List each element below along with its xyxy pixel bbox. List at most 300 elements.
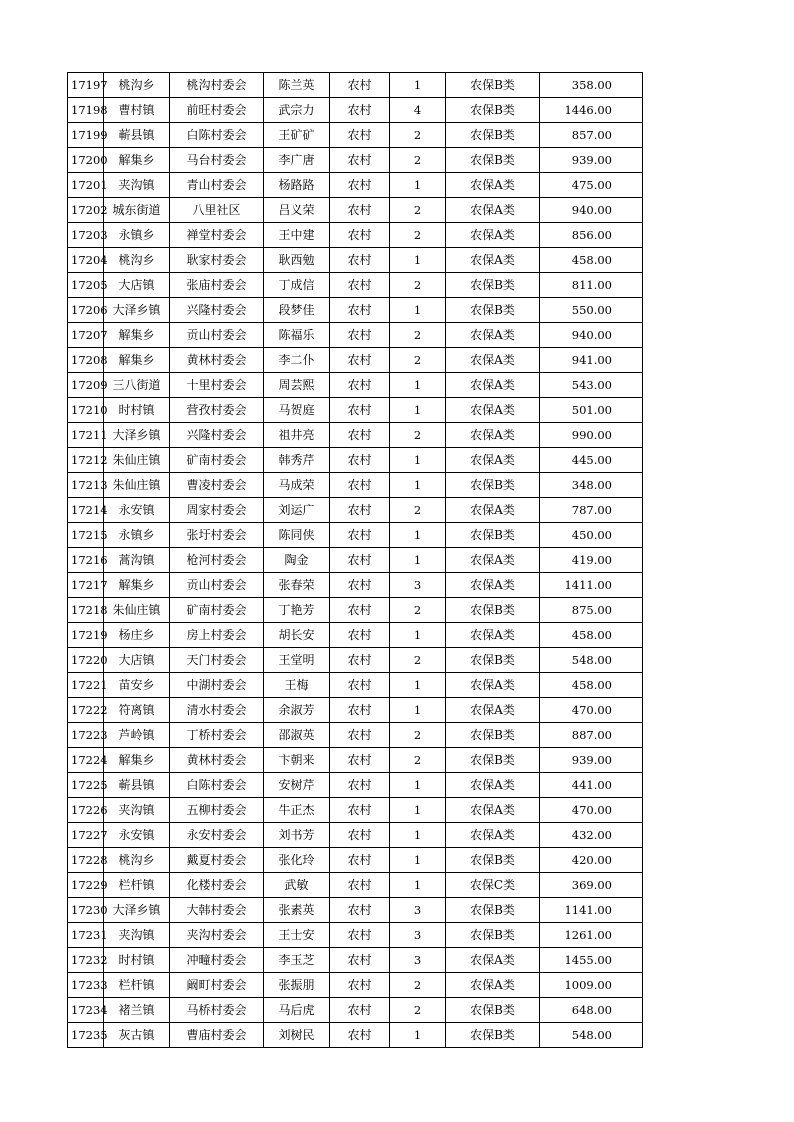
household-type-cell: 农村	[330, 473, 390, 498]
household-type-cell: 农村	[330, 698, 390, 723]
record-id-cell: 17212	[68, 448, 104, 473]
village-cell: 矿南村委会	[170, 598, 264, 623]
table-row	[68, 423, 643, 448]
amount-cell: 458.00	[540, 673, 643, 698]
table-row	[68, 773, 643, 798]
member-count-cell: 1	[390, 673, 446, 698]
village-cell: 白陈村委会	[170, 123, 264, 148]
table-row	[68, 298, 643, 323]
insurance-category-cell: 农保A类	[446, 498, 540, 523]
amount-cell: 939.00	[540, 148, 643, 173]
household-type-cell: 农村	[330, 598, 390, 623]
household-type-cell: 农村	[330, 98, 390, 123]
member-count-cell: 1	[390, 548, 446, 573]
amount-cell: 419.00	[540, 548, 643, 573]
household-type-cell: 农村	[330, 148, 390, 173]
table-row	[68, 598, 643, 623]
insurance-category-cell: 农保A类	[446, 323, 540, 348]
insurance-category-cell: 农保A类	[446, 173, 540, 198]
member-count-cell: 1	[390, 623, 446, 648]
person-name-cell: 李二仆	[264, 348, 330, 373]
town-cell: 永安镇	[104, 498, 170, 523]
person-name-cell: 张春荣	[264, 573, 330, 598]
village-cell: 耿家村委会	[170, 248, 264, 273]
amount-cell: 543.00	[540, 373, 643, 398]
table-row	[68, 873, 643, 898]
record-id-cell: 17205	[68, 273, 104, 298]
record-id-cell: 17213	[68, 473, 104, 498]
amount-cell: 811.00	[540, 273, 643, 298]
member-count-cell: 2	[390, 148, 446, 173]
insurance-category-cell: 农保A类	[446, 423, 540, 448]
member-count-cell: 1	[390, 473, 446, 498]
person-name-cell: 刘树民	[264, 1023, 330, 1048]
household-type-cell: 农村	[330, 673, 390, 698]
person-name-cell: 耿西勉	[264, 248, 330, 273]
household-type-cell: 农村	[330, 948, 390, 973]
person-name-cell: 胡长安	[264, 623, 330, 648]
insurance-category-cell: 农保B类	[446, 748, 540, 773]
household-type-cell: 农村	[330, 123, 390, 148]
record-id-cell: 17222	[68, 698, 104, 723]
record-id-cell: 17199	[68, 123, 104, 148]
household-type-cell: 农村	[330, 173, 390, 198]
village-cell: 永安村委会	[170, 823, 264, 848]
person-name-cell: 陈同侠	[264, 523, 330, 548]
household-type-cell: 农村	[330, 548, 390, 573]
record-id-cell: 17201	[68, 173, 104, 198]
record-id-cell: 17215	[68, 523, 104, 548]
person-name-cell: 卞朝来	[264, 748, 330, 773]
town-cell: 蕲县镇	[104, 773, 170, 798]
town-cell: 解集乡	[104, 323, 170, 348]
amount-cell: 369.00	[540, 873, 643, 898]
household-type-cell: 农村	[330, 898, 390, 923]
table-row	[68, 173, 643, 198]
household-type-cell: 农村	[330, 723, 390, 748]
household-type-cell: 农村	[330, 398, 390, 423]
member-count-cell: 1	[390, 373, 446, 398]
record-id-cell: 17231	[68, 923, 104, 948]
household-type-cell: 农村	[330, 348, 390, 373]
household-type-cell: 农村	[330, 873, 390, 898]
household-type-cell: 农村	[330, 648, 390, 673]
town-cell: 大泽乡镇	[104, 898, 170, 923]
member-count-cell: 1	[390, 173, 446, 198]
household-type-cell: 农村	[330, 773, 390, 798]
record-id-cell: 17234	[68, 998, 104, 1023]
table-row	[68, 448, 643, 473]
village-cell: 贡山村委会	[170, 323, 264, 348]
record-id-cell: 17235	[68, 1023, 104, 1048]
member-count-cell: 1	[390, 523, 446, 548]
household-type-cell: 农村	[330, 748, 390, 773]
insurance-category-cell: 农保A类	[446, 348, 540, 373]
insurance-category-cell: 农保B类	[446, 273, 540, 298]
amount-cell: 450.00	[540, 523, 643, 548]
household-type-cell: 农村	[330, 823, 390, 848]
town-cell: 朱仙庄镇	[104, 448, 170, 473]
member-count-cell: 2	[390, 273, 446, 298]
person-name-cell: 丁艳芳	[264, 598, 330, 623]
table-row	[68, 323, 643, 348]
village-cell: 前旺村委会	[170, 98, 264, 123]
person-name-cell: 张素英	[264, 898, 330, 923]
town-cell: 时村镇	[104, 398, 170, 423]
person-name-cell: 王士安	[264, 923, 330, 948]
insurance-category-cell: 农保A类	[446, 448, 540, 473]
insurance-category-cell: 农保B类	[446, 148, 540, 173]
table-row	[68, 98, 643, 123]
village-cell: 周家村委会	[170, 498, 264, 523]
table-row	[68, 548, 643, 573]
town-cell: 解集乡	[104, 148, 170, 173]
amount-cell: 432.00	[540, 823, 643, 848]
record-id-cell: 17227	[68, 823, 104, 848]
amount-cell: 1261.00	[540, 923, 643, 948]
person-name-cell: 马贺庭	[264, 398, 330, 423]
town-cell: 夹沟镇	[104, 923, 170, 948]
record-id-cell: 17225	[68, 773, 104, 798]
town-cell: 大店镇	[104, 648, 170, 673]
household-type-cell: 农村	[330, 298, 390, 323]
table-row	[68, 223, 643, 248]
member-count-cell: 1	[390, 1023, 446, 1048]
village-cell: 化楼村委会	[170, 873, 264, 898]
town-cell: 三八街道	[104, 373, 170, 398]
insurance-category-cell: 农保B类	[446, 723, 540, 748]
town-cell: 桃沟乡	[104, 73, 170, 98]
record-id-cell: 17206	[68, 298, 104, 323]
person-name-cell: 牛正杰	[264, 798, 330, 823]
household-type-cell: 农村	[330, 973, 390, 998]
record-id-cell: 17200	[68, 148, 104, 173]
household-type-cell: 农村	[330, 573, 390, 598]
village-cell: 天门村委会	[170, 648, 264, 673]
member-count-cell: 2	[390, 423, 446, 448]
household-type-cell: 农村	[330, 73, 390, 98]
record-id-cell: 17233	[68, 973, 104, 998]
amount-cell: 458.00	[540, 623, 643, 648]
record-id-cell: 17224	[68, 748, 104, 773]
amount-cell: 470.00	[540, 798, 643, 823]
record-id-cell: 17223	[68, 723, 104, 748]
town-cell: 永镇乡	[104, 223, 170, 248]
town-cell: 解集乡	[104, 573, 170, 598]
village-cell: 曹凌村委会	[170, 473, 264, 498]
amount-cell: 441.00	[540, 773, 643, 798]
amount-cell: 941.00	[540, 348, 643, 373]
record-id-cell: 17204	[68, 248, 104, 273]
member-count-cell: 2	[390, 998, 446, 1023]
village-cell: 戴夏村委会	[170, 848, 264, 873]
insurance-category-cell: 农保B类	[446, 523, 540, 548]
member-count-cell: 1	[390, 398, 446, 423]
village-cell: 十里村委会	[170, 373, 264, 398]
record-id-cell: 17210	[68, 398, 104, 423]
village-cell: 五柳村委会	[170, 798, 264, 823]
insurance-category-cell: 农保B类	[446, 648, 540, 673]
member-count-cell: 1	[390, 298, 446, 323]
person-name-cell: 刘运广	[264, 498, 330, 523]
record-id-cell: 17197	[68, 73, 104, 98]
person-name-cell: 张振朋	[264, 973, 330, 998]
household-type-cell: 农村	[330, 1023, 390, 1048]
amount-cell: 445.00	[540, 448, 643, 473]
village-cell: 中湖村委会	[170, 673, 264, 698]
insurance-category-cell: 农保B类	[446, 298, 540, 323]
amount-cell: 648.00	[540, 998, 643, 1023]
town-cell: 杨庄乡	[104, 623, 170, 648]
town-cell: 灰古镇	[104, 1023, 170, 1048]
village-cell: 房上村委会	[170, 623, 264, 648]
town-cell: 大泽乡镇	[104, 298, 170, 323]
town-cell: 朱仙庄镇	[104, 598, 170, 623]
person-name-cell: 李广唐	[264, 148, 330, 173]
amount-cell: 548.00	[540, 648, 643, 673]
insurance-category-cell: 农保B类	[446, 848, 540, 873]
record-id-cell: 17229	[68, 873, 104, 898]
member-count-cell: 3	[390, 573, 446, 598]
amount-cell: 501.00	[540, 398, 643, 423]
insurance-category-cell: 农保B类	[446, 123, 540, 148]
village-cell: 丁桥村委会	[170, 723, 264, 748]
table-row	[68, 373, 643, 398]
village-cell: 马桥村委会	[170, 998, 264, 1023]
person-name-cell: 王中建	[264, 223, 330, 248]
amount-cell: 475.00	[540, 173, 643, 198]
town-cell: 永镇乡	[104, 523, 170, 548]
amount-cell: 358.00	[540, 73, 643, 98]
insurance-category-cell: 农保A类	[446, 798, 540, 823]
household-type-cell: 农村	[330, 623, 390, 648]
town-cell: 大店镇	[104, 273, 170, 298]
table-row	[68, 398, 643, 423]
insurance-category-cell: 农保B类	[446, 473, 540, 498]
insurance-category-cell: 农保B类	[446, 998, 540, 1023]
person-name-cell: 李玉芝	[264, 948, 330, 973]
table-row	[68, 673, 643, 698]
record-id-cell: 17230	[68, 898, 104, 923]
person-name-cell: 王梅	[264, 673, 330, 698]
table-row	[68, 198, 643, 223]
household-type-cell: 农村	[330, 198, 390, 223]
person-name-cell: 马后虎	[264, 998, 330, 1023]
table-row	[68, 73, 643, 98]
record-id-cell: 17218	[68, 598, 104, 623]
record-id-cell: 17207	[68, 323, 104, 348]
person-name-cell: 陈兰英	[264, 73, 330, 98]
table-row	[68, 498, 643, 523]
household-type-cell: 农村	[330, 423, 390, 448]
member-count-cell: 1	[390, 873, 446, 898]
household-type-cell: 农村	[330, 248, 390, 273]
member-count-cell: 2	[390, 323, 446, 348]
person-name-cell: 韩秀芹	[264, 448, 330, 473]
amount-cell: 420.00	[540, 848, 643, 873]
member-count-cell: 1	[390, 448, 446, 473]
village-cell: 桃沟村委会	[170, 73, 264, 98]
member-count-cell: 1	[390, 823, 446, 848]
table-row	[68, 998, 643, 1023]
village-cell: 张庙村委会	[170, 273, 264, 298]
town-cell: 城东街道	[104, 198, 170, 223]
person-name-cell: 武敏	[264, 873, 330, 898]
amount-cell: 856.00	[540, 223, 643, 248]
town-cell: 栏杆镇	[104, 973, 170, 998]
table-row	[68, 948, 643, 973]
insurance-category-cell: 农保A类	[446, 248, 540, 273]
amount-cell: 939.00	[540, 748, 643, 773]
record-id-cell: 17198	[68, 98, 104, 123]
household-type-cell: 农村	[330, 998, 390, 1023]
person-name-cell: 丁成信	[264, 273, 330, 298]
member-count-cell: 1	[390, 698, 446, 723]
amount-cell: 1009.00	[540, 973, 643, 998]
town-cell: 夹沟镇	[104, 798, 170, 823]
table-row	[68, 123, 643, 148]
amount-cell: 1446.00	[540, 98, 643, 123]
amount-cell: 548.00	[540, 1023, 643, 1048]
record-id-cell: 17217	[68, 573, 104, 598]
household-type-cell: 农村	[330, 273, 390, 298]
table-row	[68, 898, 643, 923]
record-id-cell: 17211	[68, 423, 104, 448]
town-cell: 解集乡	[104, 748, 170, 773]
record-id-cell: 17226	[68, 798, 104, 823]
household-type-cell: 农村	[330, 323, 390, 348]
village-cell: 夹沟村委会	[170, 923, 264, 948]
town-cell: 曹村镇	[104, 98, 170, 123]
household-type-cell: 农村	[330, 498, 390, 523]
member-count-cell: 3	[390, 948, 446, 973]
member-count-cell: 2	[390, 198, 446, 223]
household-type-cell: 农村	[330, 223, 390, 248]
record-id-cell: 17219	[68, 623, 104, 648]
amount-cell: 1141.00	[540, 898, 643, 923]
person-name-cell: 王堂明	[264, 648, 330, 673]
person-name-cell: 邵淑英	[264, 723, 330, 748]
member-count-cell: 1	[390, 248, 446, 273]
household-type-cell: 农村	[330, 798, 390, 823]
record-id-cell: 17208	[68, 348, 104, 373]
record-id-cell: 17203	[68, 223, 104, 248]
village-cell: 阚町村委会	[170, 973, 264, 998]
village-cell: 清水村委会	[170, 698, 264, 723]
insurance-category-cell: 农保A类	[446, 548, 540, 573]
person-name-cell: 王矿矿	[264, 123, 330, 148]
member-count-cell: 2	[390, 598, 446, 623]
member-count-cell: 1	[390, 798, 446, 823]
member-count-cell: 3	[390, 923, 446, 948]
amount-cell: 857.00	[540, 123, 643, 148]
village-cell: 八里社区	[170, 198, 264, 223]
member-count-cell: 1	[390, 773, 446, 798]
insurance-category-cell: 农保A类	[446, 573, 540, 598]
amount-cell: 550.00	[540, 298, 643, 323]
member-count-cell: 2	[390, 648, 446, 673]
table-row	[68, 798, 643, 823]
amount-cell: 458.00	[540, 248, 643, 273]
town-cell: 芦岭镇	[104, 723, 170, 748]
member-count-cell: 2	[390, 973, 446, 998]
person-name-cell: 刘书芳	[264, 823, 330, 848]
table-row	[68, 623, 643, 648]
village-cell: 贡山村委会	[170, 573, 264, 598]
town-cell: 解集乡	[104, 348, 170, 373]
village-cell: 矿南村委会	[170, 448, 264, 473]
village-cell: 枪河村委会	[170, 548, 264, 573]
roster-body	[68, 73, 643, 1048]
household-type-cell: 农村	[330, 523, 390, 548]
member-count-cell: 1	[390, 848, 446, 873]
insurance-category-cell: 农保B类	[446, 598, 540, 623]
town-cell: 栏杆镇	[104, 873, 170, 898]
village-cell: 大韩村委会	[170, 898, 264, 923]
insurance-category-cell: 农保A类	[446, 973, 540, 998]
town-cell: 时村镇	[104, 948, 170, 973]
table-row	[68, 148, 643, 173]
table-row	[68, 723, 643, 748]
person-name-cell: 周芸熙	[264, 373, 330, 398]
town-cell: 桃沟乡	[104, 248, 170, 273]
record-id-cell: 17209	[68, 373, 104, 398]
member-count-cell: 2	[390, 498, 446, 523]
table-row	[68, 573, 643, 598]
record-id-cell: 17214	[68, 498, 104, 523]
amount-cell: 348.00	[540, 473, 643, 498]
amount-cell: 940.00	[540, 323, 643, 348]
village-cell: 冲疃村委会	[170, 948, 264, 973]
town-cell: 桃沟乡	[104, 848, 170, 873]
person-name-cell: 祖井亮	[264, 423, 330, 448]
amount-cell: 990.00	[540, 423, 643, 448]
member-count-cell: 2	[390, 348, 446, 373]
table-row	[68, 648, 643, 673]
insurance-category-cell: 农保C类	[446, 873, 540, 898]
insurance-category-cell: 农保A类	[446, 773, 540, 798]
table-row	[68, 698, 643, 723]
table-row	[68, 923, 643, 948]
village-cell: 兴隆村委会	[170, 298, 264, 323]
table-row	[68, 348, 643, 373]
village-cell: 白陈村委会	[170, 773, 264, 798]
town-cell: 符离镇	[104, 698, 170, 723]
village-cell: 马台村委会	[170, 148, 264, 173]
household-type-cell: 农村	[330, 923, 390, 948]
table-row	[68, 823, 643, 848]
insurance-category-cell: 农保A类	[446, 948, 540, 973]
town-cell: 苗安乡	[104, 673, 170, 698]
village-cell: 营孜村委会	[170, 398, 264, 423]
amount-cell: 875.00	[540, 598, 643, 623]
table-row	[68, 523, 643, 548]
record-id-cell: 17232	[68, 948, 104, 973]
record-id-cell: 17228	[68, 848, 104, 873]
table-row	[68, 473, 643, 498]
town-cell: 永安镇	[104, 823, 170, 848]
table-row	[68, 848, 643, 873]
insurance-category-cell: 农保B类	[446, 898, 540, 923]
town-cell: 褚兰镇	[104, 998, 170, 1023]
town-cell: 朱仙庄镇	[104, 473, 170, 498]
member-count-cell: 2	[390, 223, 446, 248]
amount-cell: 940.00	[540, 198, 643, 223]
town-cell: 夹沟镇	[104, 173, 170, 198]
table-row	[68, 273, 643, 298]
person-name-cell: 武宗力	[264, 98, 330, 123]
member-count-cell: 3	[390, 898, 446, 923]
